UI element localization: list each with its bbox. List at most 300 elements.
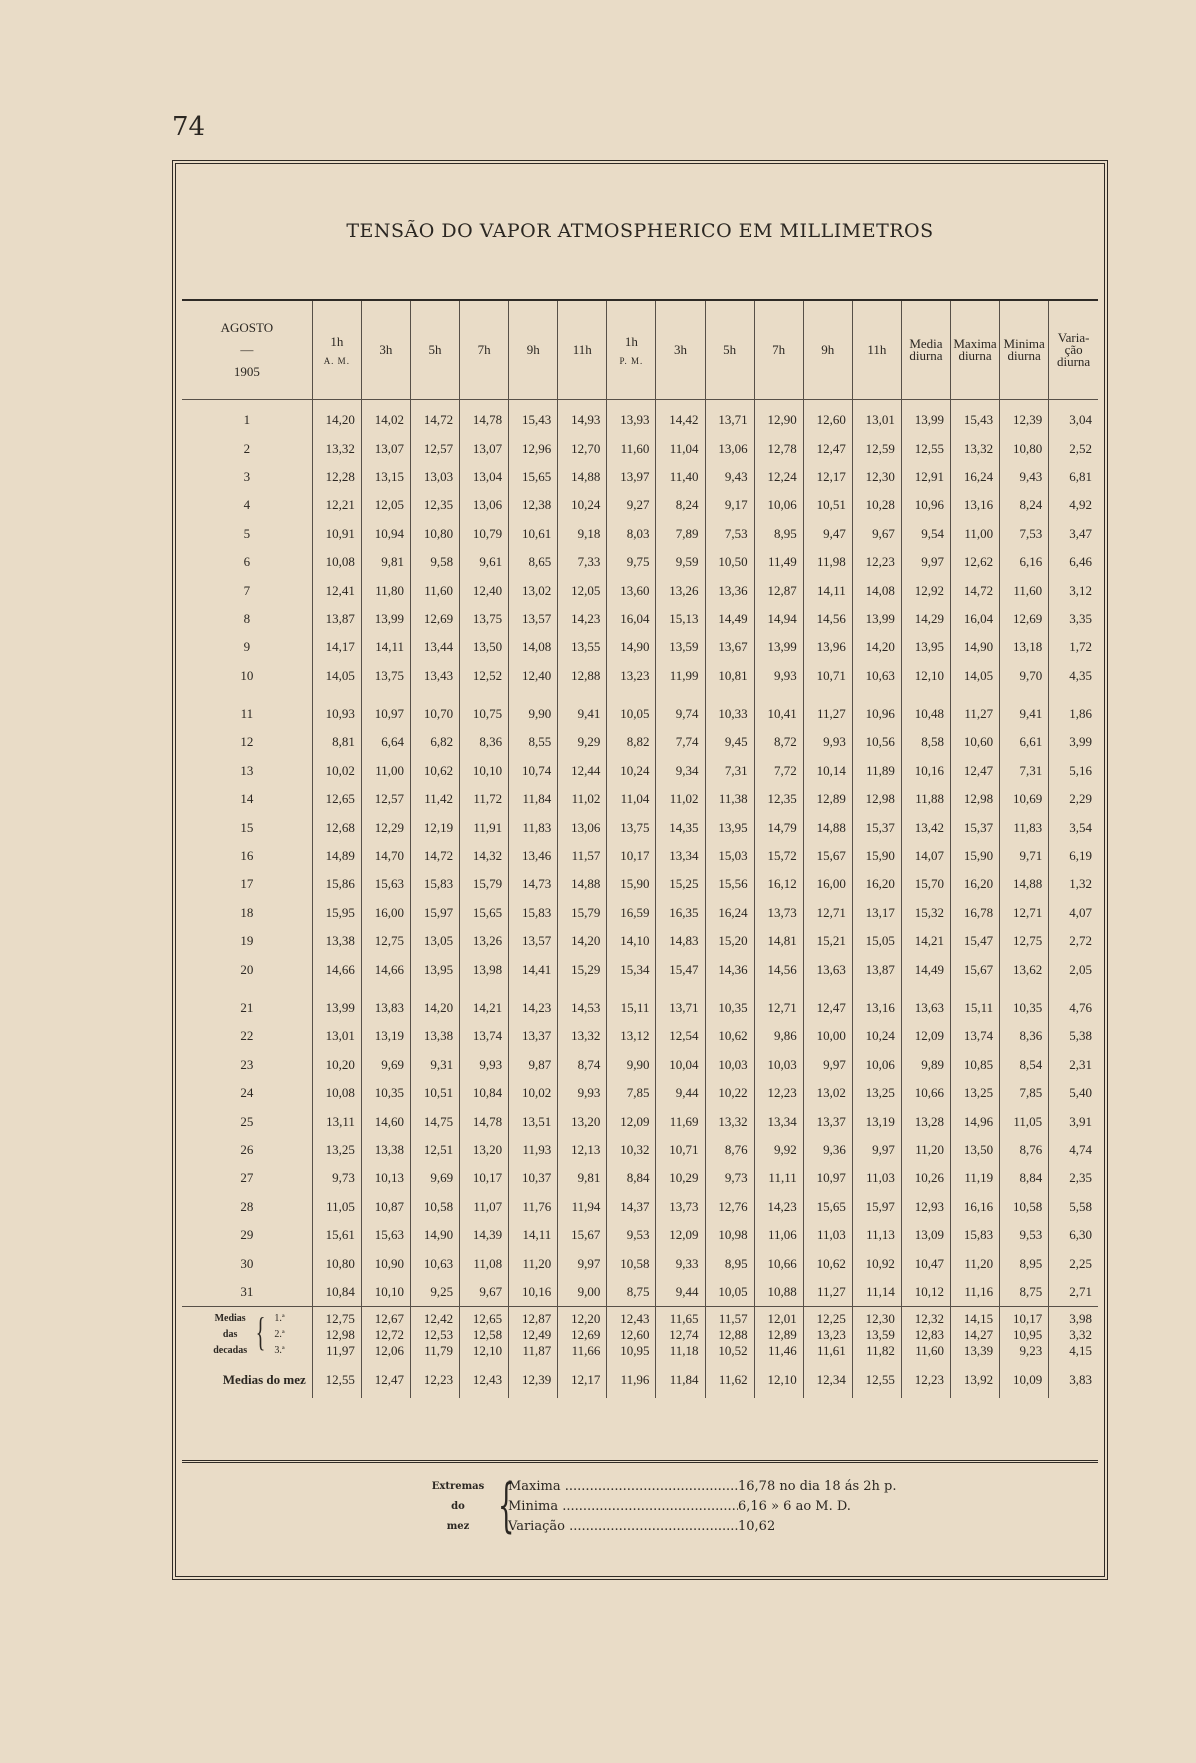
value-cell: 8,84: [1000, 1164, 1049, 1192]
value-cell: 9,92: [754, 1136, 803, 1164]
value-cell: 10,17: [607, 842, 656, 870]
value-cell: 9,97: [803, 1051, 852, 1079]
value-cell: 13,32: [705, 1107, 754, 1135]
value-cell: 10,35: [705, 994, 754, 1022]
decade-means-cell: [901, 1307, 950, 1360]
decade-mean-value: 10,52: [718, 1343, 748, 1359]
value-cell: 10,58: [607, 1249, 656, 1277]
header-maxima-diurna: Maxima diurna: [951, 301, 1000, 400]
decade-number-1: 1.ª: [274, 1313, 285, 1325]
value-cell: 9,53: [607, 1221, 656, 1249]
value-cell: 13,07: [361, 434, 410, 462]
decade-means-cell: [852, 1307, 901, 1360]
value-cell: 12,30: [852, 463, 901, 491]
decade-mean-value: 12,30: [865, 1311, 895, 1327]
value-cell: 13,37: [509, 1022, 558, 1050]
value-cell: 13,28: [901, 1107, 950, 1135]
value-cell: 11,89: [852, 757, 901, 785]
value-cell: 12,59: [852, 434, 901, 462]
value-cell: 7,89: [656, 520, 705, 548]
table-frame: [172, 160, 1108, 1580]
value-cell: 13,96: [803, 633, 852, 661]
value-cell: 10,80: [312, 1249, 361, 1277]
value-cell: 15,86: [312, 870, 361, 898]
value-cell: 10,71: [803, 662, 852, 690]
header-hour-11pm: 11h: [852, 301, 901, 400]
value-cell: 11,27: [803, 1278, 852, 1307]
decade-mean-value: 12,06: [374, 1343, 404, 1359]
value-cell: 10,12: [901, 1278, 950, 1307]
day-cell: 16: [240, 848, 254, 864]
value-cell: 13,01: [312, 1022, 361, 1050]
value-cell: 11,60: [410, 576, 459, 604]
value-cell: 12,52: [460, 662, 509, 690]
day-cell: 8: [243, 610, 251, 626]
value-cell: 13,97: [607, 463, 656, 491]
value-cell: 13,37: [803, 1107, 852, 1135]
value-cell: 15,37: [852, 813, 901, 841]
value-cell: 8,95: [1000, 1249, 1049, 1277]
value-cell: 14,11: [361, 633, 410, 661]
value-cell: 13,25: [951, 1079, 1000, 1107]
value-cell: 10,35: [1000, 994, 1049, 1022]
value-cell: 8,75: [607, 1278, 656, 1307]
value-cell: 11,94: [558, 1193, 607, 1221]
value-cell: 13,04: [460, 463, 509, 491]
value-cell: 2,52: [1049, 434, 1098, 462]
value-cell: 9,71: [1000, 842, 1049, 870]
value-cell: 14,39: [460, 1221, 509, 1249]
value-cell: 12,69: [410, 605, 459, 633]
value-cell: 13,62: [1000, 955, 1049, 983]
value-cell: 13,99: [754, 633, 803, 661]
value-cell: 15,47: [656, 955, 705, 983]
value-cell: 14,90: [410, 1221, 459, 1249]
header-hour-9pm: 9h: [803, 301, 852, 400]
value-cell: 13,09: [901, 1221, 950, 1249]
value-cell: 13,17: [852, 899, 901, 927]
decade-mean-value: 11,60: [915, 1343, 944, 1359]
table-row: [182, 955, 1098, 983]
value-cell: 13,38: [361, 1136, 410, 1164]
month-mean-cell: 12,10: [754, 1359, 803, 1397]
decade-mean-value: 12,42: [423, 1311, 454, 1327]
decade-mean-value: 12,32: [914, 1311, 944, 1327]
value-cell: 15,03: [705, 842, 754, 870]
decade-label-line1: Medias: [214, 1313, 246, 1325]
extremes-label-line1: Extremas: [431, 1481, 485, 1492]
value-cell: 9,69: [410, 1164, 459, 1192]
value-cell: 10,62: [803, 1249, 852, 1277]
value-cell: 15,13: [656, 605, 705, 633]
value-cell: 9,93: [803, 728, 852, 756]
value-cell: 10,16: [901, 757, 950, 785]
value-cell: 15,90: [852, 842, 901, 870]
value-cell: 3,54: [1049, 813, 1098, 841]
value-cell: 10,88: [754, 1278, 803, 1307]
value-cell: 13,19: [361, 1022, 410, 1050]
value-cell: 11,98: [803, 548, 852, 576]
month-mean-cell: 11,96: [607, 1359, 656, 1397]
month-mean-cell: 12,34: [803, 1359, 852, 1397]
value-cell: 16,04: [951, 605, 1000, 633]
value-cell: 15,83: [509, 899, 558, 927]
value-cell: 14,72: [410, 842, 459, 870]
decade-mean-value: 12,10: [472, 1343, 503, 1359]
value-cell: 10,32: [607, 1136, 656, 1164]
value-cell: 13,71: [705, 400, 754, 435]
value-cell: 12,71: [754, 994, 803, 1022]
value-cell: 8,55: [509, 728, 558, 756]
value-cell: 8,81: [312, 728, 361, 756]
extreme-variacao-value: 10,62: [738, 1519, 776, 1534]
table-row: [182, 994, 1098, 1022]
value-cell: 15,63: [361, 1221, 410, 1249]
decade-mean-value: 12,58: [472, 1327, 503, 1343]
value-cell: 13,75: [361, 662, 410, 690]
value-cell: 13,95: [901, 633, 950, 661]
value-cell: 15,83: [951, 1221, 1000, 1249]
value-cell: 16,12: [754, 870, 803, 898]
value-cell: 10,08: [312, 1079, 361, 1107]
header-hour-7pm: 7h: [754, 301, 803, 400]
value-cell: 15,37: [951, 813, 1000, 841]
value-cell: 12,88: [558, 662, 607, 690]
value-cell: 13,20: [460, 1136, 509, 1164]
value-cell: 13,43: [410, 662, 459, 690]
decade-mean-value: 10,95: [620, 1343, 650, 1359]
value-cell: 9,93: [754, 662, 803, 690]
value-cell: 10,24: [852, 1022, 901, 1050]
value-cell: 15,05: [852, 927, 901, 955]
value-cell: 8,58: [901, 728, 950, 756]
value-cell: 12,55: [901, 434, 950, 462]
value-cell: 12,89: [803, 785, 852, 813]
value-cell: 10,02: [312, 757, 361, 785]
value-cell: 9,73: [705, 1164, 754, 1192]
value-cell: 8,24: [1000, 491, 1049, 519]
value-cell: 15,56: [705, 870, 754, 898]
value-cell: 12,09: [656, 1221, 705, 1249]
value-cell: 4,74: [1049, 1136, 1098, 1164]
value-cell: 9,67: [852, 520, 901, 548]
value-cell: 11,06: [754, 1221, 803, 1249]
value-cell: 9,27: [607, 491, 656, 519]
value-cell: 5,16: [1049, 757, 1098, 785]
value-cell: 10,50: [705, 548, 754, 576]
decade-mean-value: 13,23: [816, 1327, 846, 1343]
value-cell: 9,61: [460, 548, 509, 576]
table-row: [182, 1107, 1098, 1135]
decade-means-cell: [705, 1307, 754, 1360]
value-cell: 13,26: [460, 927, 509, 955]
value-cell: 7,72: [754, 757, 803, 785]
value-cell: 10,56: [852, 728, 901, 756]
decade-means-cell: [312, 1307, 361, 1360]
value-cell: 10,33: [705, 700, 754, 728]
value-cell: 11,60: [607, 434, 656, 462]
extreme-minima-row: [508, 1497, 898, 1517]
value-cell: 12,75: [1000, 927, 1049, 955]
value-cell: 11,57: [558, 842, 607, 870]
value-cell: 10,10: [361, 1278, 410, 1307]
value-cell: 12,71: [803, 899, 852, 927]
value-cell: 15,67: [558, 1221, 607, 1249]
value-cell: 10,16: [509, 1278, 558, 1307]
value-cell: 16,20: [951, 870, 1000, 898]
value-cell: 10,66: [901, 1079, 950, 1107]
decade-mean-value: 13,39: [963, 1343, 994, 1359]
value-cell: 13,34: [754, 1107, 803, 1135]
value-cell: 15,11: [607, 994, 656, 1022]
value-cell: 15,65: [803, 1193, 852, 1221]
table-title: TENSÃO DO VAPOR ATMOSPHERICO EM MILLIMETROS: [346, 220, 934, 242]
header-minima-diurna: Minima diurna: [1000, 301, 1049, 400]
value-cell: 9,29: [558, 728, 607, 756]
value-cell: 10,17: [460, 1164, 509, 1192]
table-row: [182, 1022, 1098, 1050]
decade-mean-value: 12,72: [374, 1327, 404, 1343]
value-cell: 9,36: [803, 1136, 852, 1164]
value-cell: 14,20: [410, 994, 459, 1022]
value-cell: 11,49: [754, 548, 803, 576]
decade-mean-value: 12,60: [620, 1327, 650, 1343]
value-cell: 7,33: [558, 548, 607, 576]
value-cell: 10,26: [901, 1164, 950, 1192]
value-cell: 14,05: [951, 662, 1000, 690]
extremes-brace: {: [497, 1471, 515, 1539]
month-means-label: Medias do mez: [222, 1371, 306, 1387]
value-cell: 11,83: [1000, 813, 1049, 841]
day-cell: 26: [240, 1141, 254, 1157]
day-cell: 1: [243, 412, 251, 428]
value-cell: 14,49: [705, 605, 754, 633]
value-cell: 9,33: [656, 1249, 705, 1277]
value-cell: 8,84: [607, 1164, 656, 1192]
value-cell: 10,84: [460, 1079, 509, 1107]
value-cell: 12,69: [1000, 605, 1049, 633]
decade-mean-value: 11,57: [718, 1311, 748, 1327]
table-row: [182, 1249, 1098, 1277]
value-cell: 2,71: [1049, 1278, 1098, 1307]
header-hour-1am: 1h A. M.: [312, 301, 361, 400]
value-cell: 9,93: [460, 1051, 509, 1079]
value-cell: 11,02: [558, 785, 607, 813]
value-cell: 14,78: [460, 1107, 509, 1135]
value-cell: 13,18: [1000, 633, 1049, 661]
value-cell: 14,21: [901, 927, 950, 955]
extremes-label-line2: do: [451, 1501, 465, 1512]
value-cell: 15,79: [558, 899, 607, 927]
decade-label-line3: decadas: [213, 1345, 248, 1357]
value-cell: 9,53: [1000, 1221, 1049, 1249]
decade-mean-value: 4,15: [1069, 1343, 1092, 1359]
value-cell: 13,16: [852, 994, 901, 1022]
value-cell: 12,24: [754, 463, 803, 491]
value-cell: 10,79: [460, 520, 509, 548]
value-cell: 3,91: [1049, 1107, 1098, 1135]
value-cell: 12,87: [754, 576, 803, 604]
value-cell: 6,46: [1049, 548, 1098, 576]
value-cell: 16,35: [656, 899, 705, 927]
value-cell: 12,21: [312, 491, 361, 519]
value-cell: 14,90: [607, 633, 656, 661]
decade-means-cell: [361, 1307, 410, 1360]
value-cell: 3,12: [1049, 576, 1098, 604]
table-row: [182, 870, 1098, 898]
value-cell: 14,07: [901, 842, 950, 870]
value-cell: 11,02: [656, 785, 705, 813]
value-cell: 12,17: [803, 463, 852, 491]
value-cell: 13,23: [607, 662, 656, 690]
value-cell: 10,80: [1000, 434, 1049, 462]
value-cell: 13,26: [656, 576, 705, 604]
decade-mean-value: 11,18: [669, 1343, 699, 1359]
value-cell: 14,66: [361, 955, 410, 983]
decade-means-cell: [410, 1307, 459, 1360]
value-cell: 11,69: [656, 1107, 705, 1135]
value-cell: 8,36: [1000, 1022, 1049, 1050]
value-cell: 13,50: [460, 633, 509, 661]
value-cell: 9,81: [558, 1164, 607, 1192]
value-cell: 10,00: [803, 1022, 852, 1050]
value-cell: 8,76: [1000, 1136, 1049, 1164]
value-cell: 8,72: [754, 728, 803, 756]
value-cell: 9,74: [656, 700, 705, 728]
value-cell: 7,31: [1000, 757, 1049, 785]
header-row: [182, 301, 1098, 400]
value-cell: 12,76: [705, 1193, 754, 1221]
value-cell: 11,60: [1000, 576, 1049, 604]
decade-gap: [182, 984, 1098, 994]
header-hour-5am: 5h: [410, 301, 459, 400]
month-mean-cell: 12,43: [460, 1359, 509, 1397]
value-cell: 15,21: [803, 927, 852, 955]
day-cell: 20: [240, 961, 254, 977]
extremes-section: [182, 1460, 1098, 1571]
value-cell: 10,90: [361, 1249, 410, 1277]
value-cell: 9,45: [705, 728, 754, 756]
value-cell: 10,71: [656, 1136, 705, 1164]
value-cell: 14,08: [509, 633, 558, 661]
value-cell: 13,42: [901, 813, 950, 841]
value-cell: 11,04: [656, 434, 705, 462]
value-cell: 12,90: [754, 400, 803, 435]
decade-mean-value: 12,49: [522, 1327, 552, 1343]
value-cell: 9,18: [558, 520, 607, 548]
value-cell: 13,60: [607, 576, 656, 604]
value-cell: 11,13: [852, 1221, 901, 1249]
decade-mean-value: 12,20: [571, 1311, 601, 1327]
value-cell: 9,87: [509, 1051, 558, 1079]
value-cell: 12,09: [607, 1107, 656, 1135]
value-cell: 10,66: [754, 1249, 803, 1277]
decade-means-cell: [754, 1307, 803, 1360]
value-cell: 8,24: [656, 491, 705, 519]
value-cell: 14,66: [312, 955, 361, 983]
value-cell: 14,49: [901, 955, 950, 983]
value-cell: 12,57: [410, 434, 459, 462]
value-cell: 13,11: [312, 1107, 361, 1135]
header-dash: —: [240, 342, 254, 357]
value-cell: 15,20: [705, 927, 754, 955]
value-cell: 11,27: [803, 700, 852, 728]
value-cell: 9,90: [607, 1051, 656, 1079]
value-cell: 6,61: [1000, 728, 1049, 756]
month-mean-cell: 13,92: [951, 1359, 1000, 1397]
value-cell: 15,25: [656, 870, 705, 898]
value-cell: 13,59: [656, 633, 705, 661]
table-row: [182, 1164, 1098, 1192]
header-year: 1905: [233, 364, 260, 379]
value-cell: 8,95: [705, 1249, 754, 1277]
value-cell: 15,67: [803, 842, 852, 870]
value-cell: 12,05: [558, 576, 607, 604]
value-cell: 7,53: [1000, 520, 1049, 548]
day-cell: 23: [240, 1056, 254, 1072]
month-mean-cell: 12,55: [312, 1359, 361, 1397]
header-hour-3pm: 3h: [656, 301, 705, 400]
table-row: [182, 785, 1098, 813]
value-cell: 13,05: [410, 927, 459, 955]
value-cell: 10,28: [852, 491, 901, 519]
value-cell: 9,73: [312, 1164, 361, 1192]
value-cell: 14,11: [509, 1221, 558, 1249]
value-cell: 13,95: [705, 813, 754, 841]
table-row: [182, 400, 1098, 435]
value-cell: 13,32: [951, 434, 1000, 462]
decade-means-cell: [1049, 1307, 1098, 1360]
value-cell: 6,64: [361, 728, 410, 756]
value-cell: 9,44: [656, 1079, 705, 1107]
value-cell: 2,05: [1049, 955, 1098, 983]
value-cell: 13,73: [754, 899, 803, 927]
value-cell: 3,99: [1049, 728, 1098, 756]
value-cell: 5,40: [1049, 1079, 1098, 1107]
value-cell: 12,57: [361, 785, 410, 813]
value-cell: 13,12: [607, 1022, 656, 1050]
decade-mean-value: 11,46: [767, 1343, 797, 1359]
value-cell: 12,71: [1000, 899, 1049, 927]
value-cell: 13,36: [705, 576, 754, 604]
value-cell: 6,30: [1049, 1221, 1098, 1249]
header-hour-7am: 7h: [460, 301, 509, 400]
value-cell: 10,93: [312, 700, 361, 728]
table-row: [182, 700, 1098, 728]
value-cell: 14,56: [803, 605, 852, 633]
value-cell: 10,06: [754, 491, 803, 519]
value-cell: 12,47: [951, 757, 1000, 785]
value-cell: 15,67: [951, 955, 1000, 983]
value-cell: 3,04: [1049, 400, 1098, 435]
value-cell: 16,78: [951, 899, 1000, 927]
value-cell: 11,00: [361, 757, 410, 785]
value-cell: 13,15: [361, 463, 410, 491]
decade-mean-value: 11,87: [522, 1343, 552, 1359]
value-cell: 8,54: [1000, 1051, 1049, 1079]
day-cell: 21: [240, 1000, 254, 1015]
value-cell: 10,74: [509, 757, 558, 785]
value-cell: 11,91: [460, 813, 509, 841]
day-cell: 24: [240, 1085, 254, 1101]
table-row: [182, 520, 1098, 548]
value-cell: 14,72: [951, 576, 1000, 604]
decade-mean-value: 12,69: [571, 1327, 601, 1343]
value-cell: 12,96: [509, 434, 558, 462]
value-cell: 2,25: [1049, 1249, 1098, 1277]
decade-means-cell: [1000, 1307, 1049, 1360]
decade-mean-value: 14,27: [963, 1327, 994, 1343]
